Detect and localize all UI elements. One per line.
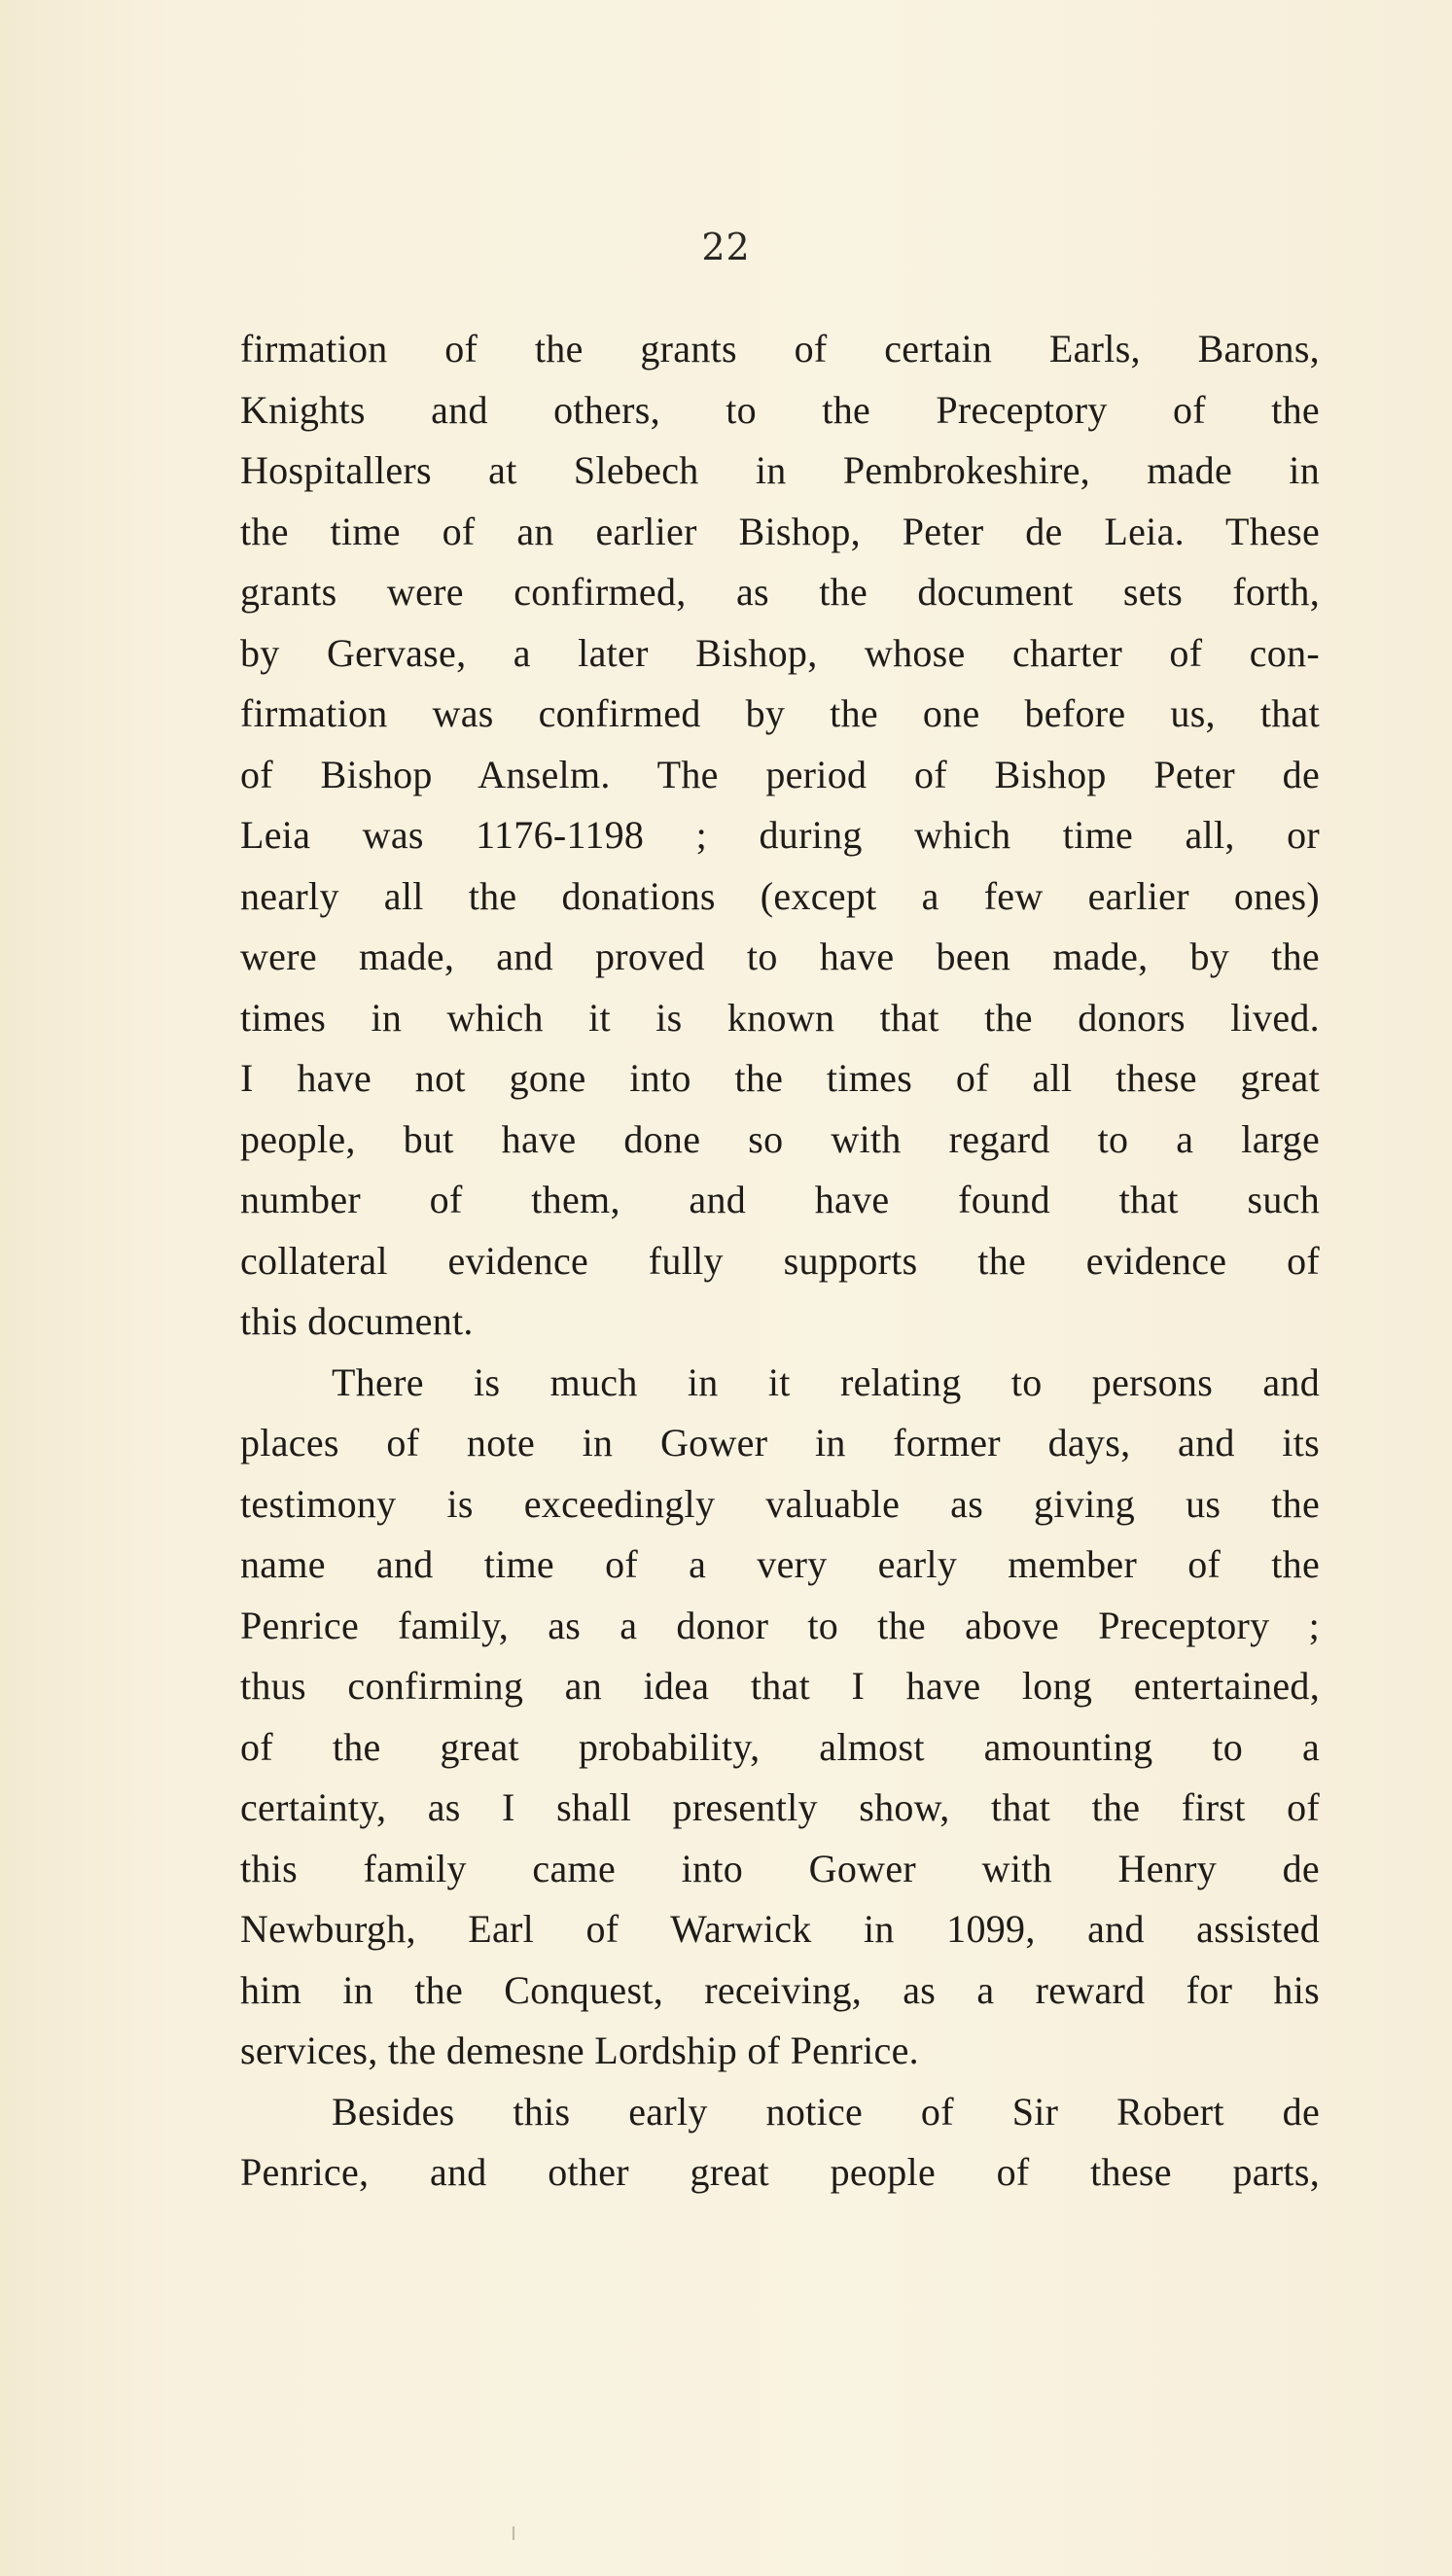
page-number: 22 — [701, 226, 751, 268]
paragraph-end-line: this document. — [240, 1299, 474, 1343]
text-line: I have not gone into the times of all these great — [240, 1056, 1320, 1100]
text-line: the time of an earlier Bishop, Peter de Leia. These — [240, 509, 1320, 553]
text-line: thus confirming an idea that I have long entertained, — [240, 1664, 1320, 1708]
text-line: people, but have done so with regard to a large — [240, 1116, 1320, 1161]
text-line: nearly all the donations (except a few earlier ones) — [240, 873, 1320, 918]
text-line: collateral evidence fully supports the evidence of — [240, 1238, 1320, 1283]
text-line: by Gervase, a later Bishop, whose charter of con- — [240, 630, 1320, 675]
body-text — [240, 319, 1320, 2204]
text-line: Leia was 1176-1198 ; during which time all, or — [240, 813, 1320, 857]
text-line: Knights and others, to the Preceptory of the — [240, 387, 1320, 432]
text-line: of Bishop Anselm. The period of Bishop Peter de — [240, 752, 1320, 796]
text-line: of the great probability, almost amounting to a — [240, 1724, 1320, 1769]
text-line: firmation was confirmed by the one before us, that — [240, 691, 1320, 735]
text-line: testimony is exceedingly valuable as giving us the — [240, 1481, 1320, 1526]
text-line: firmation of the grants of certain Earls, Barons, — [240, 327, 1320, 371]
text-line: him in the Conquest, receiving, as a reward for his — [240, 1967, 1320, 2012]
text-line: this family came into Gower with Henry de — [240, 1846, 1320, 1890]
paragraph-start-line: There is much in it relating to persons and — [332, 1359, 1320, 1404]
paper-fleck — [513, 2526, 514, 2540]
text-line: places of note in Gower in former days, and its — [240, 1421, 1320, 1464]
text-line: Hospitallers at Slebech in Pembrokeshire, made in — [240, 448, 1320, 492]
text-line: grants were confirmed, as the document sets forth, — [240, 570, 1320, 614]
text-line: number of them, and have found that such — [240, 1178, 1320, 1221]
text-line: Penrice, and other great people of these parts, — [240, 2150, 1320, 2194]
text-line: were made, and proved to have been made, by the — [240, 935, 1320, 978]
text-line: name and time of a very early member of the — [240, 1542, 1320, 1586]
paragraph-end-line: services, the demesne Lordship of Penrice. — [240, 2029, 919, 2072]
text-line: Newburgh, Earl of Warwick in 1099, and assisted — [240, 1907, 1320, 1951]
paragraph-start-line: Besides this early notice of Sir Robert de — [332, 2089, 1320, 2134]
text-line: times in which it is known that the donors lived. — [240, 995, 1320, 1040]
text-line: certainty, as I shall presently show, that the first of — [240, 1785, 1320, 1829]
text-line: Penrice family, as a donor to the above Preceptory ; — [240, 1603, 1320, 1647]
